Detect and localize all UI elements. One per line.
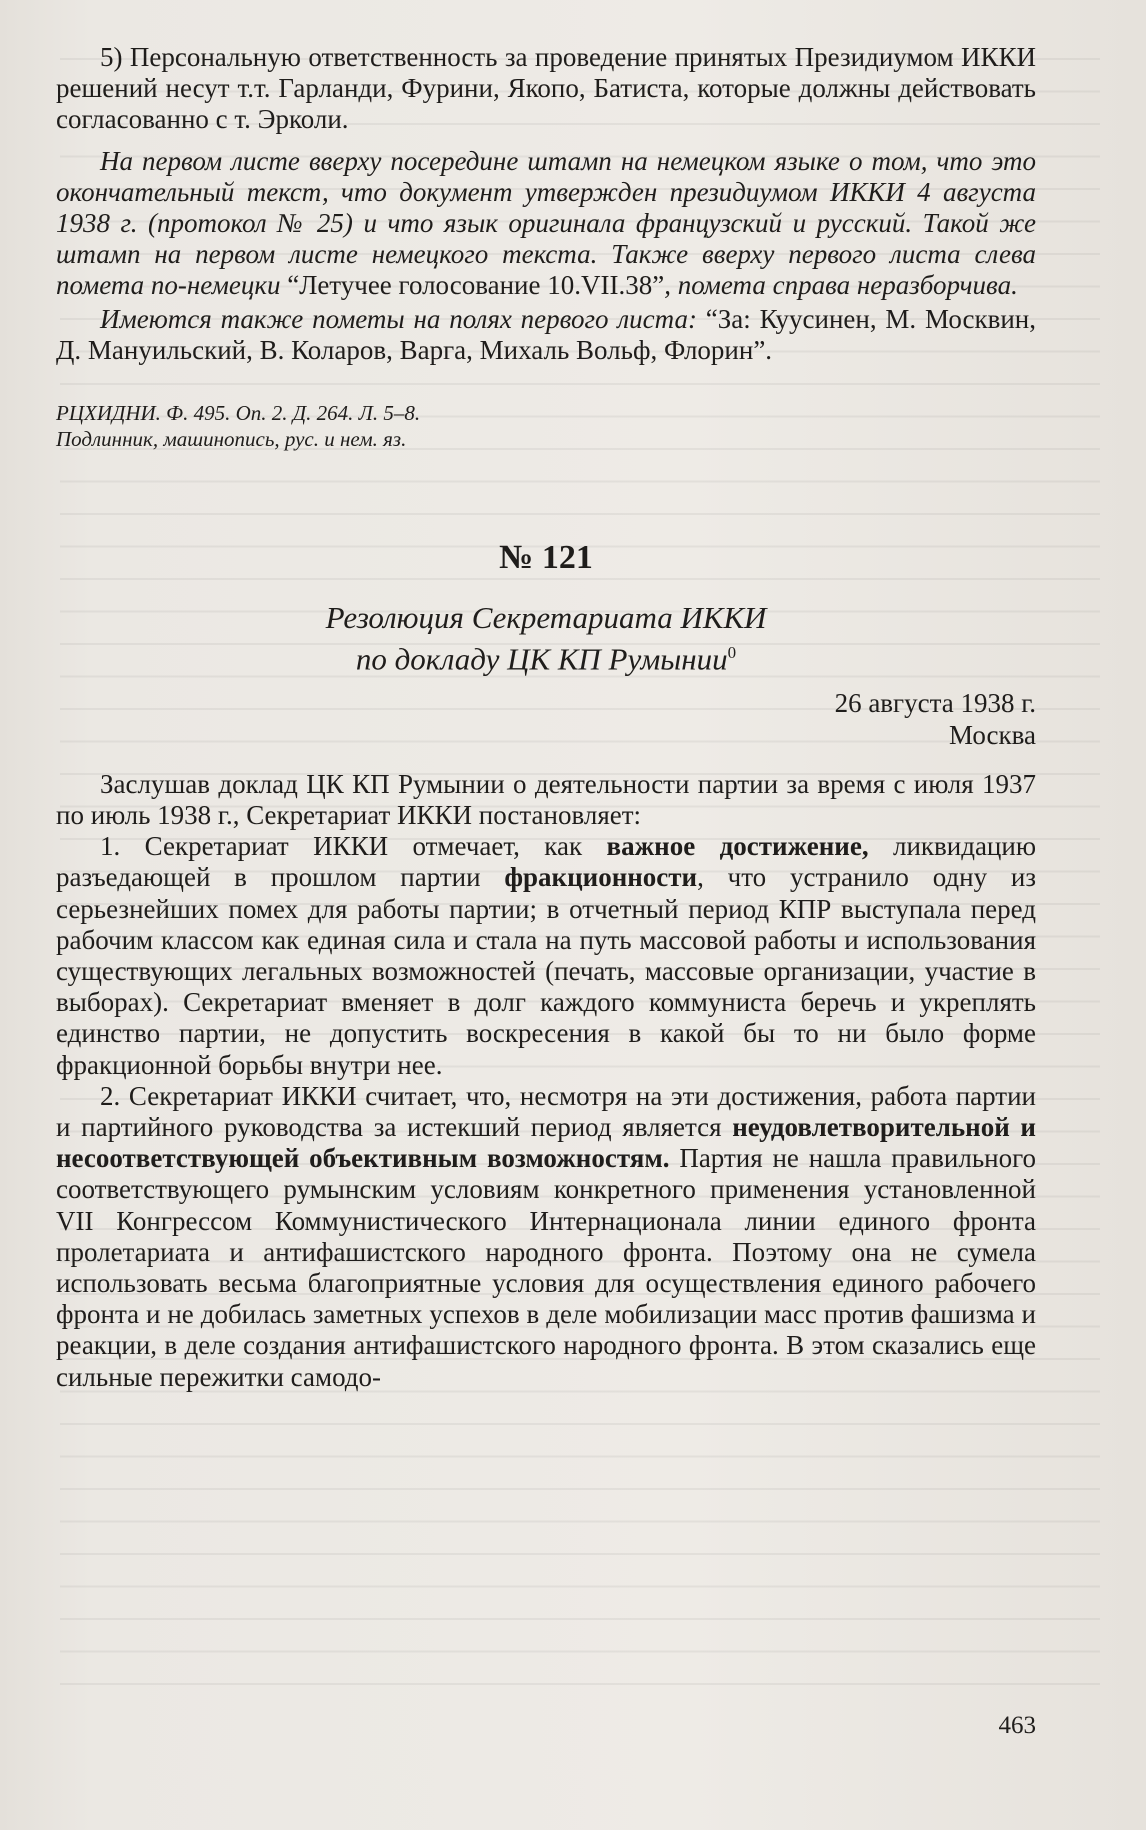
editorial-note-margins [56,304,1036,366]
document-place: Москва [949,719,1036,750]
page-number: 463 [998,1712,1036,1739]
point-1-part-c: ликвидацию разъедающей в прошлом партии [56,831,1037,893]
document-date: 26 августа 1938 г. [834,688,1036,719]
note-stamp-text: На первом листе вверху посередине штамп на немецком языке о том, что это окончательный текст, что документ утвержден президиумом ИККИ 4 августа 1938 г. (протокол № 25) и что язык оригинала французский и русский. Такой же штамп на первом листе немецкого текста. Также вверху первого листа слева помета по-немецки [56,145,1036,301]
intro-item-5: 5) Персональную ответственность за проведение принятых Президиумом ИККИ решений несут т.т. Гарланди, Фурини, Якопо, Батиста, которые должны действовать согласованно с т. Эрколи. [56,42,1036,135]
point-1-bold-factionalism: фракционности [504,862,698,893]
point-2 [56,1081,1036,1393]
editorial-note-stamp [56,146,1036,302]
note-margins-list: “За: Куусинен, М. Москвин, Д. Мануильский, В. Коларов, Варга, Михаль Вольф, Флорин”. [56,303,1036,365]
preamble: Заслушав доклад ЦК КП Румынии о деятельности партии за время с июля 1937 по июль 1938 г., Секретариат ИККИ постановляет: [56,768,1036,830]
point-2-part-c: Партия не нашла правильного соответствующего румынским условиям конкретного применения установленной VII Конгрессом Коммунистического Интернационала линии единого фронта пролетариата и антифашистского народного фронта. Поэтому она не сумела использовать весьма благоприятные условия для осуществления единого рабочего фронта и не добилась заметных успехов в деле мобилизации масс против фашизма и реакции, в деле создания антифашистского народного фронта. В этом сказались еще сильные пережитки самодо- [56,1143,1036,1392]
archive-line-2: Подлинник, машинопись, рус. и нем. яз. [56,427,407,452]
point-1-part-a: 1. Секретариат ИККИ отмечает, как [100,831,607,862]
document-date-place [56,688,1036,750]
point-1 [56,831,1036,1081]
document-number: № 121 [499,539,593,577]
title-line-2-text: по докладу ЦК КП Румынии [355,641,728,677]
archive-reference [56,400,1036,452]
footnote-marker: 0 [727,643,737,663]
point-1-part-e: , что устранило одну из серьезнейших помех для работы партии; в отчетный период КПР выступала перед рабочим классом как единая сила и стала на путь массовой работы и использования существующих легальных возможностей (печать, массовые организации, участие в выборах). Секретариат вменяет в долг каждого коммуниста беречь и укреплять единство партии, не допустить воскресения в какой бы то ни было форме фракционной борьбы внутри нее. [56,862,1037,1080]
point-2-part-a: 2. Секретариат ИККИ считает, что, несмотря на эти достижения, работа партии и партийного руководства за истекший период является [56,1080,1036,1142]
note-stamp-tail: , помета справа неразборчива. [664,270,1018,301]
page-content [56,42,1036,1393]
document-title-line-2 [56,635,1036,676]
resolution-body [56,769,1036,1393]
archive-line-1: РЦХИДНИ. Ф. 495. Оп. 2. Д. 264. Л. 5–8. [56,401,421,426]
note-margins-lead: Имеются также пометы на полях первого листа: [100,303,697,334]
point-1-bold-achievement: важное достижение, [606,831,869,862]
document-title [56,600,1036,676]
point-2-bold-assessment: неудовлетворительной и несоответствующей объективным возможностям. [56,1112,1036,1174]
document-title-line-1: Резолюция Секретариата ИККИ [325,600,767,636]
note-stamp-quote: “Летучее голосование 10.VII.38” [287,270,665,301]
